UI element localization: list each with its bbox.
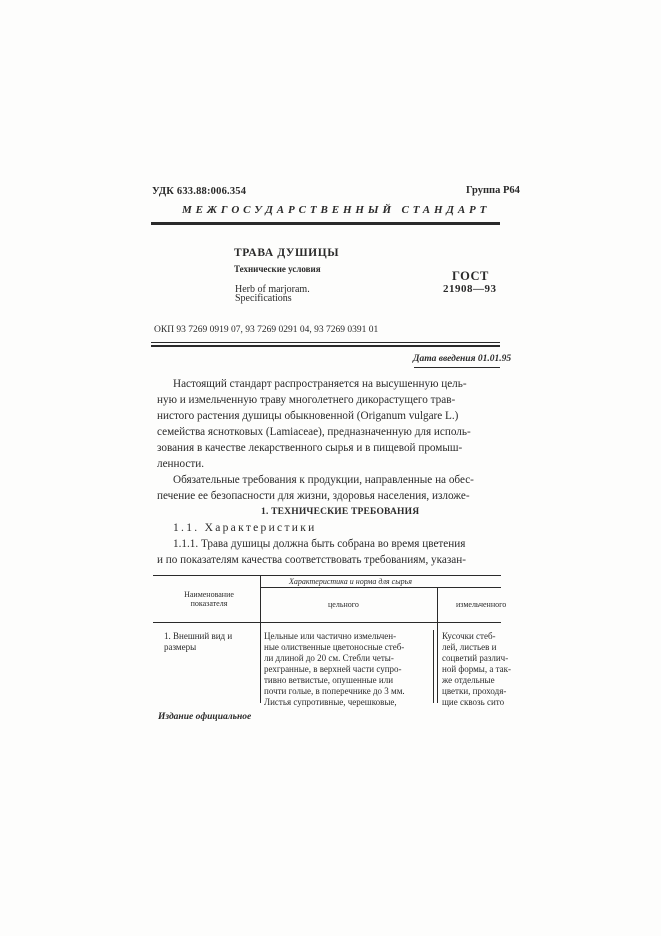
- intro-line: ленности.: [157, 458, 205, 470]
- document-title: ТРАВА ДУШИЦЫ: [234, 247, 340, 259]
- col1-separator: [260, 575, 261, 703]
- whole-line: рехгранные, в верхней части супро-: [264, 664, 402, 674]
- row1-name: [164, 631, 232, 653]
- whole-line: ные олиственные цветоносные стеб-: [264, 642, 405, 652]
- okp-rule-top: [151, 342, 500, 343]
- subsection-title: 1.1. Характеристики: [173, 522, 317, 534]
- intro-line: ную и измельченную траву многолетнего дикорастущего трав-: [157, 394, 456, 406]
- whole-line: тивно ветвистые, опушенные или: [264, 675, 394, 685]
- ground-line: лей, листьев и: [442, 642, 497, 652]
- group-header: Характеристика и норма для сырья: [289, 577, 412, 586]
- ground-line: же отдельные: [442, 675, 495, 685]
- col1-header-line: показателя: [190, 599, 228, 608]
- col2-separator-inner: [433, 630, 434, 703]
- english-subtitle: Specifications: [235, 293, 292, 304]
- interstate-standard-heading: МЕЖГОСУДАРСТВЕННЫЙ СТАНДАРТ: [182, 204, 491, 216]
- requirements-line: Обязательные требования к продукции, направленные на обес-: [173, 474, 474, 486]
- header-bottom-border: [153, 622, 501, 623]
- group-header-rule: [261, 587, 501, 588]
- intro-line: семейства яснотковых (Lamiaceae), предназначенную для исполь-: [157, 426, 471, 438]
- ground-line: цветки, проходя-: [442, 686, 507, 696]
- whole-line: Цельные или частично измельчен-: [264, 631, 397, 641]
- col1-header-line: Наименование: [184, 590, 234, 599]
- document-subtitle: Технические условия: [234, 264, 321, 274]
- group-code: Группа Р64: [466, 185, 520, 196]
- date-underline: [414, 367, 500, 368]
- ground-line: щие сквозь сито: [442, 697, 505, 707]
- okp-rule-bottom: [151, 345, 500, 347]
- row1-ground-cell: [442, 631, 511, 708]
- row1-name-line: размеры: [164, 642, 197, 652]
- intro-line: Настоящий стандарт распространяется на высушенную цель-: [173, 378, 467, 390]
- col1-header: [179, 590, 239, 608]
- clause-line: и по показателям качества соответствовать требованиям, указан-: [157, 554, 466, 566]
- ground-line: Кусочки стеб-: [442, 631, 496, 641]
- section-title: 1. ТЕХНИЧЕСКИЕ ТРЕБОВАНИЯ: [261, 507, 420, 517]
- intro-line: нистого растения душицы обыкновенной (Origanum vulgare L.): [157, 410, 459, 422]
- gost-number: 21908—93: [443, 283, 497, 295]
- udk-code: УДК 633.88:006.354: [152, 186, 247, 197]
- col2-header: цельного: [328, 600, 359, 609]
- okp-codes: ОКП 93 7269 0919 07, 93 7269 0291 04, 93 7269 0391 01: [154, 325, 379, 335]
- col3-header: измельченного: [456, 600, 507, 609]
- requirements-line: печение ее безопасности для жизни, здоровья населения, изложе-: [157, 490, 470, 502]
- header-rule: [151, 222, 500, 225]
- introduction-date: Дата введения 01.01.95: [413, 354, 512, 364]
- clause-line: 1.1.1. Трава душицы должна быть собрана во время цветения: [173, 538, 466, 550]
- whole-line: почти голые, в поперечнике до 3 мм.: [264, 686, 405, 696]
- gost-label: ГОСТ: [452, 269, 489, 283]
- quality-table: [153, 575, 511, 707]
- whole-line: Листья супротивные, черешковые,: [264, 697, 397, 707]
- table-top-border: [153, 575, 501, 576]
- row1-whole-cell: [264, 631, 405, 708]
- intro-line: зования в качестве лекарственного сырья и в пищевой промыш-: [157, 442, 463, 454]
- row1-name-line: 1. Внешний вид и: [164, 631, 233, 641]
- ground-line: ной формы, а так-: [442, 664, 511, 674]
- whole-line: ли длиной до 20 см. Стебли четы-: [264, 653, 394, 663]
- ground-line: соцветий различ-: [442, 653, 509, 663]
- official-edition-note: Издание официальное: [158, 712, 252, 722]
- col2-separator: [437, 587, 438, 703]
- english-title: Herb of marjoram.: [235, 284, 310, 295]
